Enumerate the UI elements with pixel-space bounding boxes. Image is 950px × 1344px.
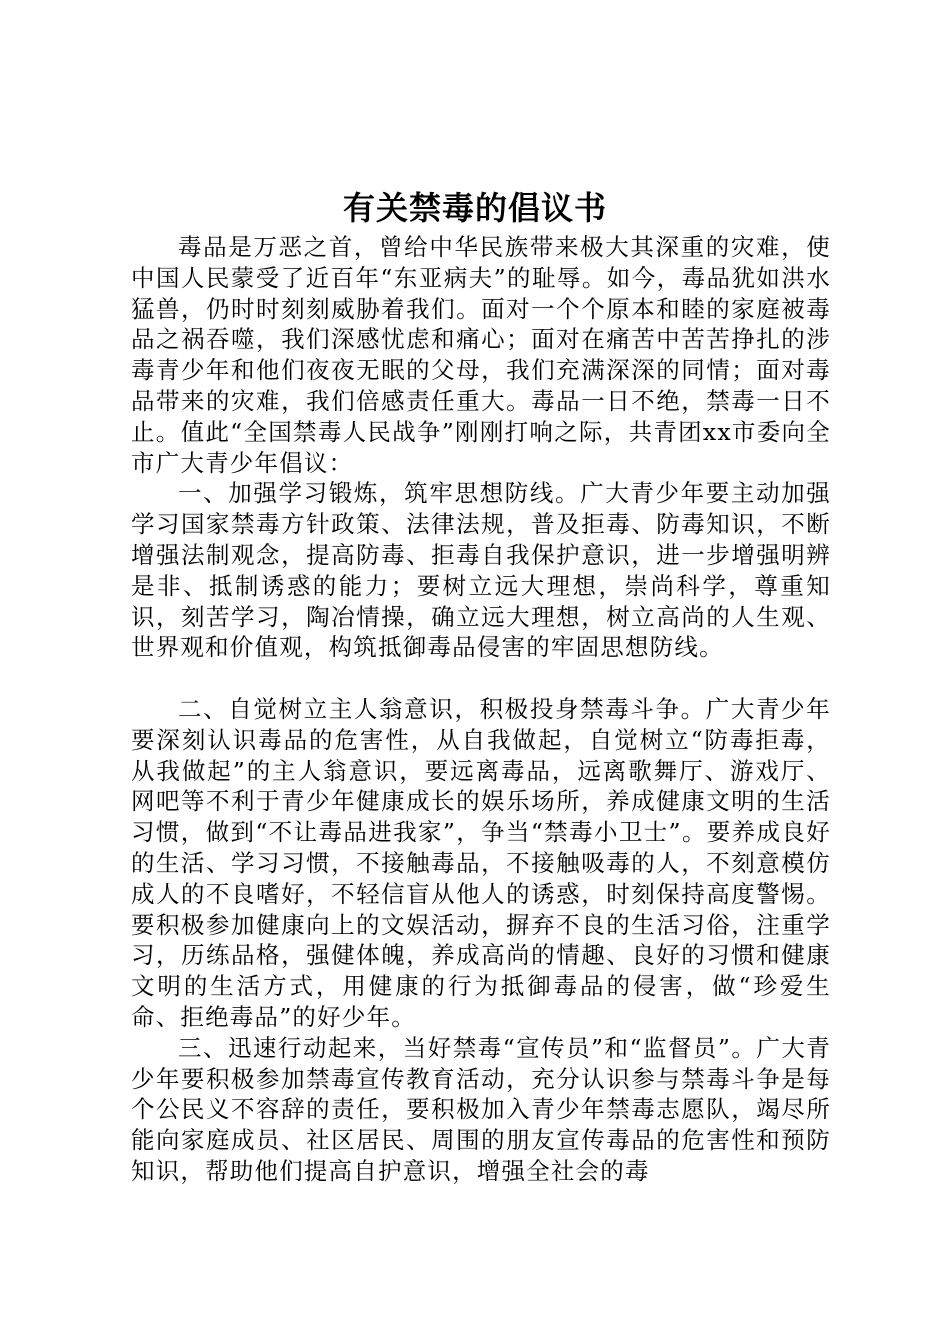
paragraph-intro: 毒品是万恶之首，曾给中华民族带来极大其深重的灾难，使中国人民蒙受了近百年“东亚病夫”的耻辱。如今，毒品犹如洪水猛兽，仍时时刻刻威胁着我们。面对一个个原本和睦的家庭被毒品之祸吞噬，我们深感忧虑和痛心；面对在痛苦中苦苦挣扎的涉毒青少年和他们夜夜无眠的父母，我们充满深深的同情；面对毒品带来的灾难，我们倍感责任重大。毒品一日不绝，禁毒一日不止。值此“全国禁毒人民战争”刚刚打响之际，共青团xx市委向全市广大青少年倡议：	[131, 233, 831, 477]
paragraph-point-two: 二、自觉树立主人翁意识，积极投身禁毒斗争。广大青少年要深刻认识毒品的危害性，从自我做起，自觉树立“防毒拒毒，从我做起”的主人翁意识，要远离毒品，远离歌舞厅、游戏厅、网吧等不利于青少年健康成长的娱乐场所，养成健康文明的生活习惯，做到“不让毒品进我家”，争当“禁毒小卫士”。要养成良好的生活、学习习惯，不接触毒品，不接触吸毒的人，不刻意模仿成人的不良嗜好，不轻信盲从他人的诱惑，时刻保持高度警惕。要积极参加健康向上的文娱活动，摒弃不良的生活习俗，注重学习，历练品格，强健体魄，养成高尚的情趣、良好的习惯和健康文明的生活方式，用健康的行为抵御毒品的侵害，做“珍爱生命、拒绝毒品”的好少年。	[131, 694, 831, 1031]
document-title: 有关禁毒的倡议书	[342, 189, 607, 227]
paragraph-point-three: 三、迅速行动起来，当好禁毒“宣传员”和“监督员”。广大青少年要积极参加禁毒宣传教育活动，充分认识参与禁毒斗争是每个公民义不容辞的责任，要积极加入青少年禁毒志愿队，竭尽所能向家庭成员、社区居民、周围的朋友宣传毒品的危害性和预防知识，帮助他们提高自护意识，增强全社会的毒	[131, 1033, 831, 1185]
document-body	[131, 232, 831, 1187]
paragraph-point-one: 一、加强学习锻炼，筑牢思想防线。广大青少年要主动加强学习国家禁毒方针政策、法律法规，普及拒毒、防毒知识，不断增强法制观念，提高防毒、拒毒自我保护意识，进一步增强明辨是非、抵制诱惑的能力；要树立远大理想，崇尚科学，尊重知识，刻苦学习，陶冶情操，确立远大理想，树立高尚的人生观、世界观和价值观，构筑抵御毒品侵害的牢固思想防线。	[131, 479, 831, 662]
